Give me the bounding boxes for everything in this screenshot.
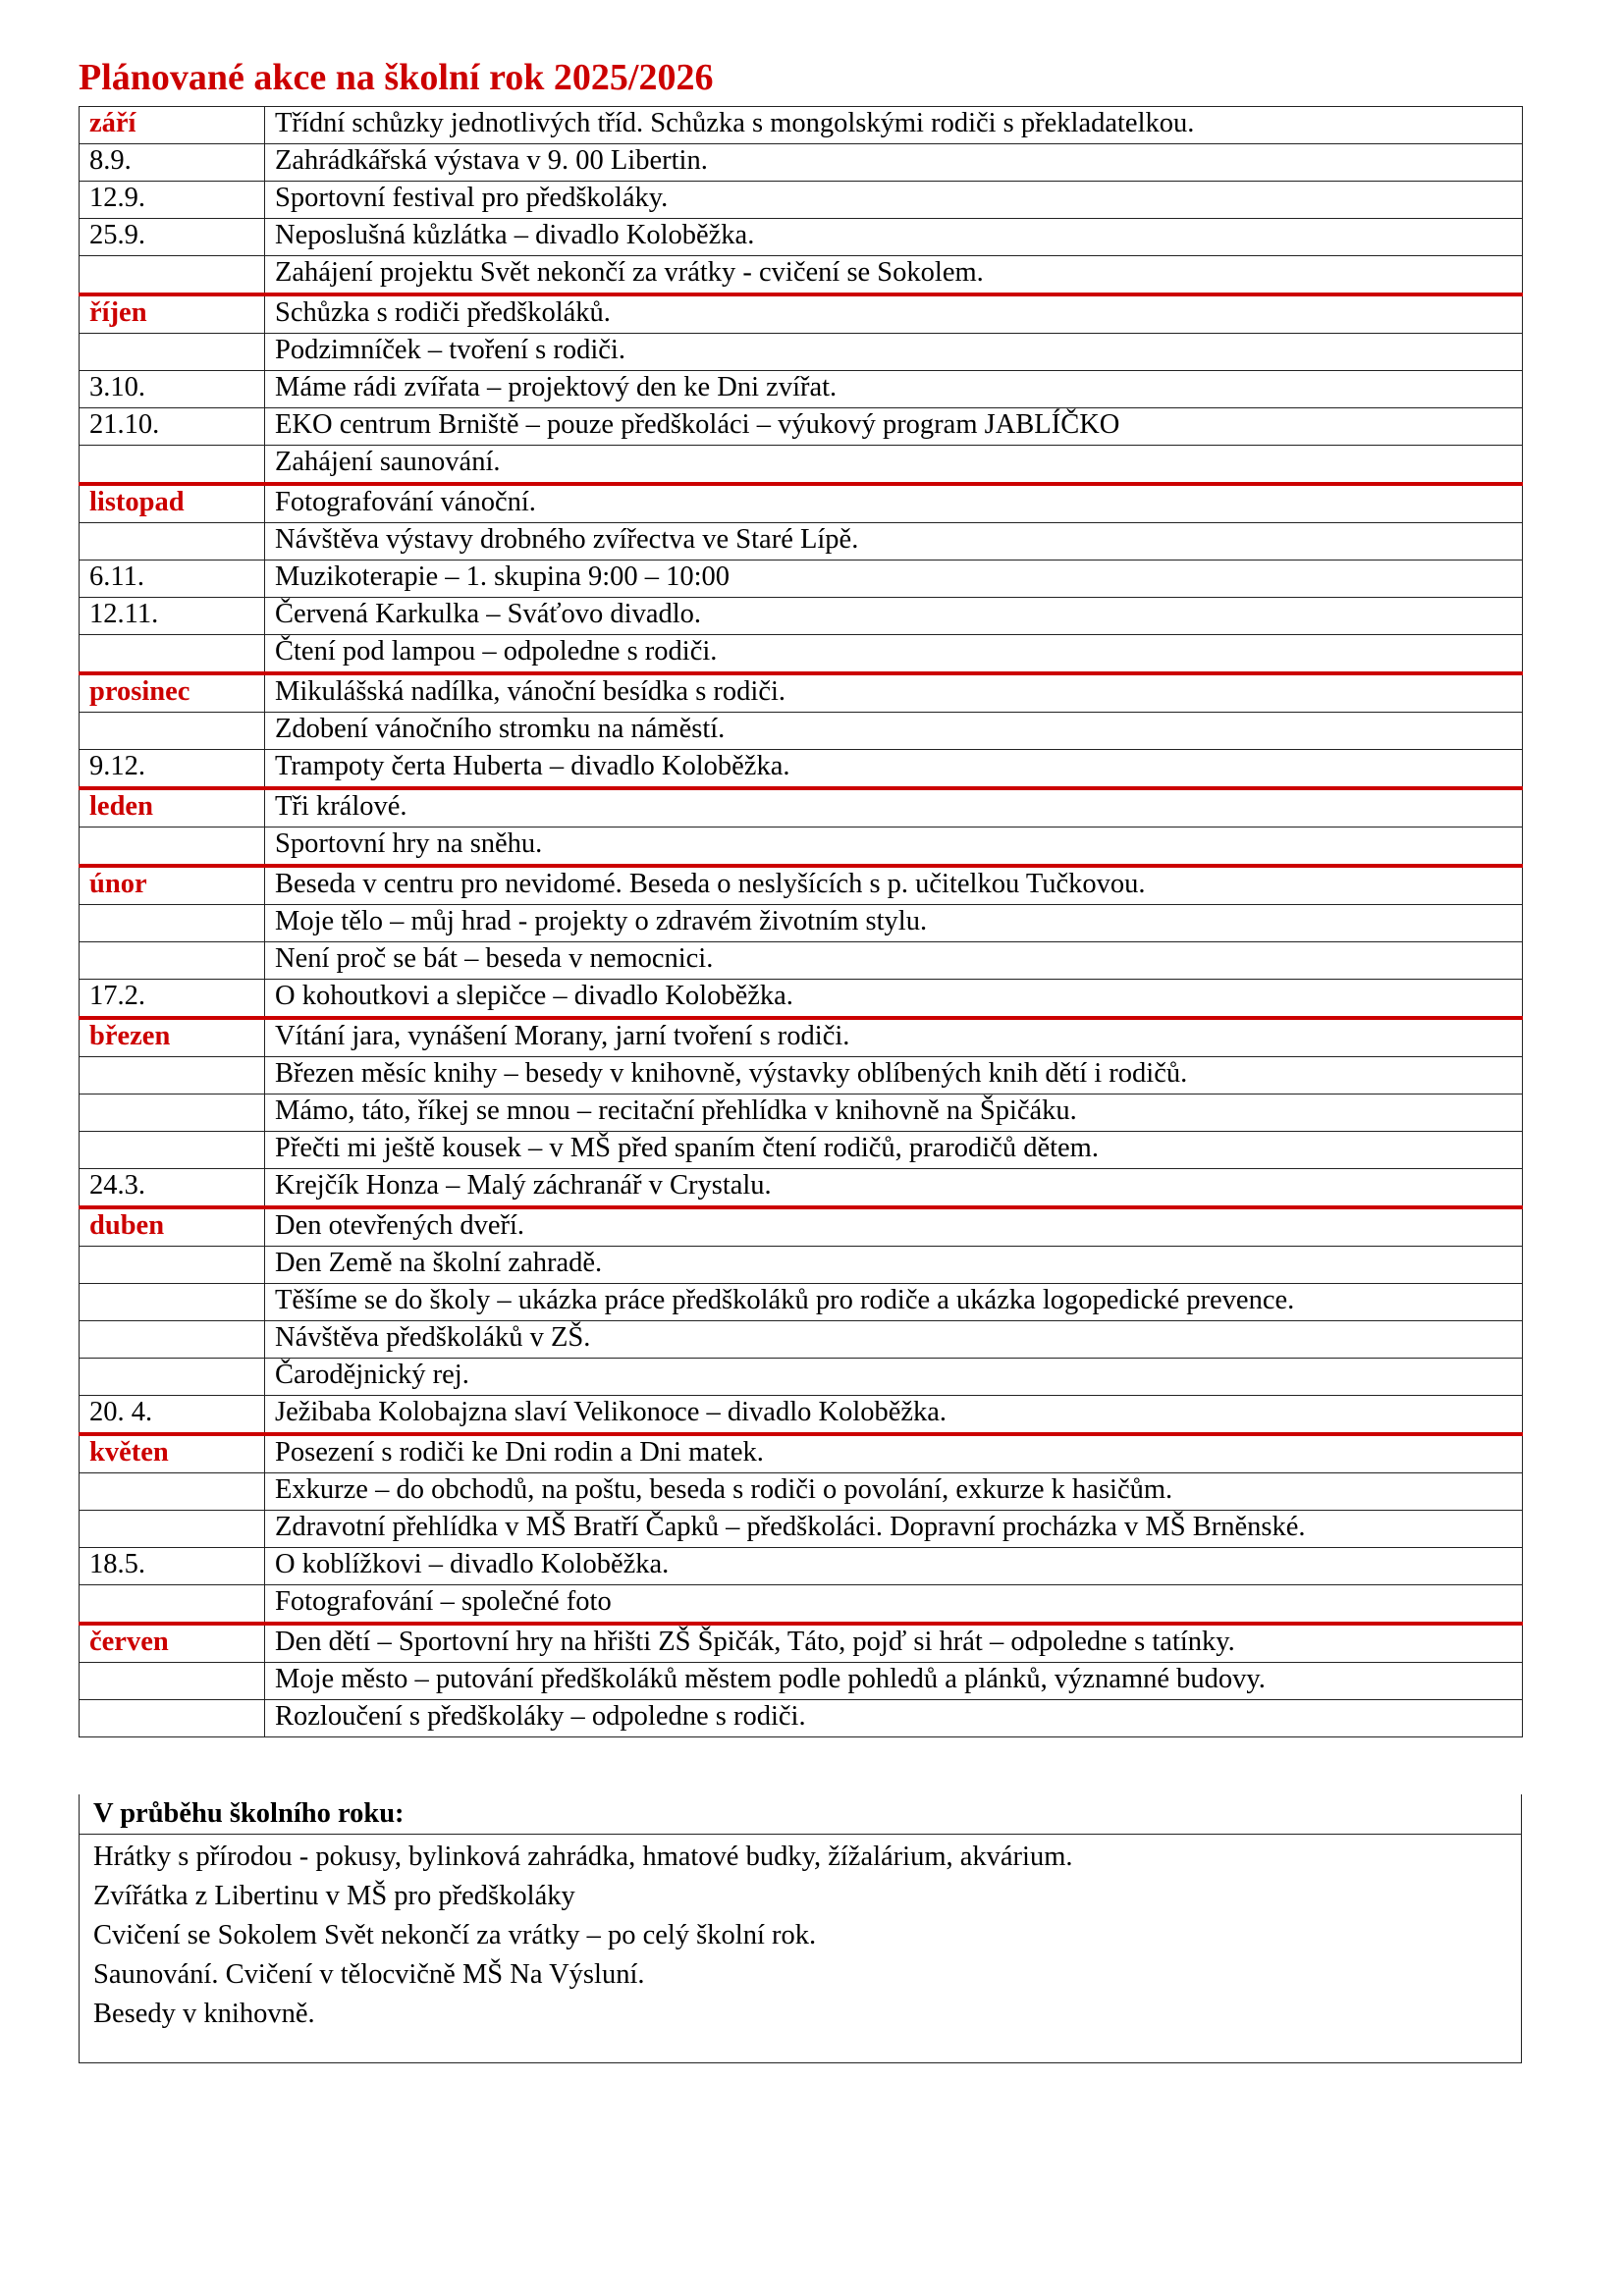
date-label (80, 523, 265, 561)
date-label: 25.9. (80, 219, 265, 256)
event-description: Den Země na školní zahradě. (265, 1247, 1523, 1284)
table-row (80, 635, 1523, 674)
event-description: Muzikoterapie – 1. skupina 9:00 – 10:00 (265, 561, 1523, 598)
year-round-header: V průběhu školního roku: (80, 1794, 1521, 1835)
date-label (80, 905, 265, 942)
table-row (80, 673, 1523, 713)
date-label (80, 256, 265, 295)
date-label (80, 1057, 265, 1095)
table-row (80, 1321, 1523, 1359)
event-description: Den dětí – Sportovní hry na hřišti ZŠ Špičák, Táto, pojď si hrát – odpoledne s tatínky. (265, 1624, 1523, 1663)
event-description: Posezení s rodiči ke Dni rodin a Dni matek. (265, 1434, 1523, 1473)
date-label (80, 1247, 265, 1284)
date-label: 3.10. (80, 371, 265, 408)
year-round-item: Hrátky s přírodou - pokusy, bylinková zahrádka, hmatové budky, žížalárium, akvárium. (93, 1842, 1073, 1872)
date-label (80, 1284, 265, 1321)
table-row (80, 371, 1523, 408)
table-row (80, 598, 1523, 635)
table-row (80, 980, 1523, 1019)
table-row (80, 942, 1523, 980)
date-label: 9.12. (80, 750, 265, 789)
event-description: EKO centrum Brniště – pouze předškoláci – výukový program JABLÍČKO (265, 408, 1523, 446)
event-description: Návštěva výstavy drobného zvířectva ve Staré Lípě. (265, 523, 1523, 561)
table-row (80, 866, 1523, 905)
year-round-item: Saunování. Cvičení v tělocvičně MŠ Na Výsluní. (93, 1959, 645, 1990)
event-description: Není proč se bát – beseda v nemocnici. (265, 942, 1523, 980)
event-description: Mámo, táto, říkej se mnou – recitační přehlídka v knihovně na Špičáku. (265, 1095, 1523, 1132)
event-description: Přečti mi ještě kousek – v MŠ před spaním čtení rodičů, prarodičů dětem. (265, 1132, 1523, 1169)
event-description: Den otevřených dveří. (265, 1207, 1523, 1247)
month-label: únor (80, 866, 265, 905)
event-description: Třídní schůzky jednotlivých tříd. Schůzka s mongolskými rodiči s překladatelkou. (265, 107, 1523, 144)
table-row (80, 334, 1523, 371)
month-label: listopad (80, 484, 265, 523)
year-round-item: Zvířátka z Libertinu v MŠ pro předškoláky (93, 1881, 575, 1911)
event-description: Trampoty čerta Huberta – divadlo Koloběžka. (265, 750, 1523, 789)
event-description: Sportovní festival pro předškoláky. (265, 182, 1523, 219)
event-description: Březen měsíc knihy – besedy v knihovně, výstavky oblíbených knih dětí i rodičů. (265, 1057, 1523, 1095)
table-row (80, 1624, 1523, 1663)
table-row (80, 1359, 1523, 1396)
event-description: Krejčík Honza – Malý záchranář v Crystalu. (265, 1169, 1523, 1208)
date-label (80, 828, 265, 867)
page-title: Plánované akce na školní rok 2025/2026 (79, 57, 714, 98)
date-label: 17.2. (80, 980, 265, 1019)
event-description: Zahájení projektu Svět nekončí za vrátky - cvičení se Sokolem. (265, 256, 1523, 295)
table-row (80, 256, 1523, 295)
date-label (80, 1663, 265, 1700)
table-row (80, 484, 1523, 523)
table-row (80, 1663, 1523, 1700)
event-description: Sportovní hry na sněhu. (265, 828, 1523, 867)
date-label: 21.10. (80, 408, 265, 446)
month-label: leden (80, 788, 265, 828)
table-row (80, 1207, 1523, 1247)
table-row (80, 1018, 1523, 1057)
event-description: Tři králové. (265, 788, 1523, 828)
event-description: Zahrádkářská výstava v 9. 00 Libertin. (265, 144, 1523, 182)
month-label: duben (80, 1207, 265, 1247)
event-description: Máme rádi zvířata – projektový den ke Dni zvířat. (265, 371, 1523, 408)
date-label (80, 635, 265, 674)
event-description: Čarodějnický rej. (265, 1359, 1523, 1396)
date-label (80, 1359, 265, 1396)
table-row (80, 1247, 1523, 1284)
table-row (80, 750, 1523, 789)
event-description: Podzimníček – tvoření s rodiči. (265, 334, 1523, 371)
events-table-body (80, 107, 1523, 1737)
month-label: březen (80, 1018, 265, 1057)
year-round-item: Besedy v knihovně. (93, 1999, 315, 2029)
event-description: Zahájení saunování. (265, 446, 1523, 485)
table-row (80, 107, 1523, 144)
event-description: O kohoutkovi a slepičce – divadlo Koloběžka. (265, 980, 1523, 1019)
event-description: Zdobení vánočního stromku na náměstí. (265, 713, 1523, 750)
event-description: Vítání jara, vynášení Morany, jarní tvoření s rodiči. (265, 1018, 1523, 1057)
date-label: 6.11. (80, 561, 265, 598)
date-label (80, 1321, 265, 1359)
event-description: Beseda v centru pro nevidomé. Beseda o neslyšících s p. učitelkou Tučkovou. (265, 866, 1523, 905)
date-label: 12.9. (80, 182, 265, 219)
year-round-list (80, 1835, 1521, 2034)
table-row (80, 1434, 1523, 1473)
event-description: Schůzka s rodiči předškoláků. (265, 294, 1523, 334)
table-row (80, 713, 1523, 750)
event-description: Těšíme se do školy – ukázka práce předškoláků pro rodiče a ukázka logopedické prevence. (265, 1284, 1523, 1321)
date-label: 20. 4. (80, 1396, 265, 1435)
table-row (80, 828, 1523, 867)
table-row (80, 1095, 1523, 1132)
table-row (80, 1132, 1523, 1169)
table-row (80, 1473, 1523, 1511)
table-row (80, 905, 1523, 942)
event-description: Moje tělo – můj hrad - projekty o zdravém životním stylu. (265, 905, 1523, 942)
month-label: květen (80, 1434, 265, 1473)
event-description: Rozloučení s předškoláky – odpoledne s rodiči. (265, 1700, 1523, 1737)
date-label (80, 1585, 265, 1625)
month-label: červen (80, 1624, 265, 1663)
event-description: Návštěva předškoláků v ZŠ. (265, 1321, 1523, 1359)
event-description: Červená Karkulka – Sváťovo divadlo. (265, 598, 1523, 635)
date-label (80, 446, 265, 485)
table-row (80, 182, 1523, 219)
event-description: Neposlušná kůzlátka – divadlo Koloběžka. (265, 219, 1523, 256)
table-row (80, 1057, 1523, 1095)
table-row (80, 1396, 1523, 1435)
date-label: 12.11. (80, 598, 265, 635)
year-round-item: Cvičení se Sokolem Svět nekončí za vrátky – po celý školní rok. (93, 1920, 817, 1950)
date-label (80, 1700, 265, 1737)
date-label (80, 1511, 265, 1548)
table-row (80, 1511, 1523, 1548)
date-label: 8.9. (80, 144, 265, 182)
date-label (80, 1132, 265, 1169)
event-description: Fotografování – společné foto (265, 1585, 1523, 1625)
table-row (80, 144, 1523, 182)
table-row (80, 1585, 1523, 1625)
date-label (80, 1095, 265, 1132)
event-description: Ježibaba Kolobajzna slaví Velikonoce – divadlo Koloběžka. (265, 1396, 1523, 1435)
date-label (80, 713, 265, 750)
table-row (80, 1548, 1523, 1585)
event-description: Exkurze – do obchodů, na poštu, beseda s rodiči o povolání, exkurze k hasičům. (265, 1473, 1523, 1511)
year-round-section (79, 1794, 1522, 2063)
event-description: O koblížkovi – divadlo Koloběžka. (265, 1548, 1523, 1585)
table-row (80, 1169, 1523, 1208)
event-description: Čtení pod lampou – odpoledne s rodiči. (265, 635, 1523, 674)
events-table (79, 106, 1523, 1737)
event-description: Fotografování vánoční. (265, 484, 1523, 523)
month-label: září (80, 107, 265, 144)
table-row (80, 294, 1523, 334)
date-label (80, 942, 265, 980)
table-row (80, 788, 1523, 828)
date-label (80, 1473, 265, 1511)
table-row (80, 523, 1523, 561)
table-row (80, 1284, 1523, 1321)
table-row (80, 219, 1523, 256)
date-label: 24.3. (80, 1169, 265, 1208)
table-row (80, 408, 1523, 446)
date-label: 18.5. (80, 1548, 265, 1585)
month-label: prosinec (80, 673, 265, 713)
event-description: Mikulášská nadílka, vánoční besídka s rodiči. (265, 673, 1523, 713)
table-row (80, 561, 1523, 598)
month-label: říjen (80, 294, 265, 334)
table-row (80, 446, 1523, 485)
event-description: Moje město – putování předškoláků městem podle pohledů a plánků, významné budovy. (265, 1663, 1523, 1700)
event-description: Zdravotní přehlídka v MŠ Bratří Čapků – předškoláci. Dopravní procházka v MŠ Brněnské. (265, 1511, 1523, 1548)
date-label (80, 334, 265, 371)
table-row (80, 1700, 1523, 1737)
